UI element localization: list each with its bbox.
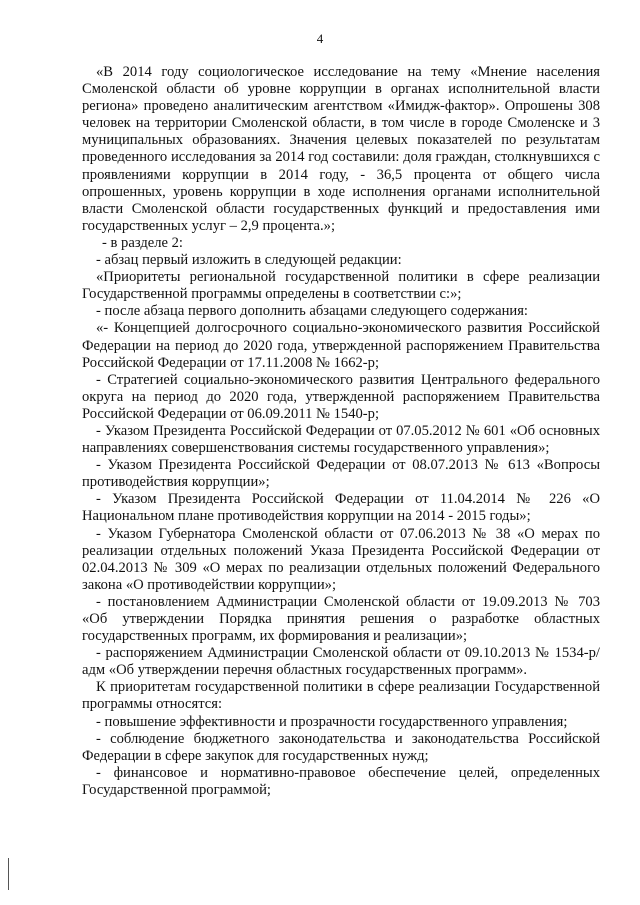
paragraph-priorities-list-intro: К приоритетам государственной политики в сфере реализации Государственной программы относятся: <box>82 679 600 713</box>
list-item-budget-compliance: - соблюдение бюджетного законодательства и законодательства Российской Федерации в сфере закупок для государственных нужд; <box>82 730 600 764</box>
list-item-order-1534: - распоряжением Администрации Смоленской области от 09.10.2013 № 1534-р/адм «Об утверждении перечня областных государственных программ». <box>82 645 600 679</box>
list-item-concept-2020: «- Концепцией долгосрочного социально-экономического развития Российской Федерации на период до 2020 года, утвержденной распоряжением Правительства Российской Федерации от 17.11.2008 № 1662-р; <box>82 320 600 371</box>
scan-margin-mark <box>8 858 11 890</box>
list-item-decree-613: - Указом Президента Российской Федерации от 08.07.2013 № 613 «Вопросы противодействия коррупции»; <box>82 457 600 491</box>
page-number: 4 <box>316 31 324 46</box>
list-item-resolution-703: - постановлением Администрации Смоленской области от 19.09.2013 № 703 «Об утверждении Порядка принятия решения о разработке областных государственных программ, их формирования и реализации»; <box>82 593 600 645</box>
paragraph-first-abzac-edit: - абзац первый изложить в следующей редакции: <box>96 252 402 269</box>
paragraph-priorities-intro: «Приоритеты региональной государственной политики в сфере реализации Государственной программы определены в соответствии с:»; <box>82 269 600 303</box>
list-item-financial-support: - финансовое и нормативно-правовое обеспечение целей, определенных Государственной программой; <box>82 764 600 798</box>
paragraph-add-abzacs: - после абзаца первого дополнить абзацами следующего содержания: <box>96 303 528 320</box>
list-item-efficiency: - повышение эффективности и прозрачности государственного управления; <box>96 713 568 730</box>
document-body <box>82 64 600 799</box>
paragraph-section-2: - в разделе 2: <box>102 234 183 251</box>
list-item-governor-decree-38: - Указом Губернатора Смоленской области от 07.06.2013 № 38 «О мерах по реализации отдельных положений Указа Президента Российской Федерации от 02.04.2013 № 309 «О мерах по реализации отдельных положений Федерального закона «О противодействии коррупции»; <box>82 525 600 593</box>
list-item-decree-226: - Указом Президента Российской Федерации от 11.04.2014 № 226 «О Национальном плане противодействия коррупции на 2014 - 2015 годы»; <box>82 491 600 525</box>
paragraph-survey-results: «В 2014 году социологическое исследование на тему «Мнение населения Смоленской области об уровне коррупции в органах исполнительной власти региона» проведено аналитическим агентством «Имидж-фактор». Опрошены 308 человек на территории Смоленской области, в том числе в городе Смоленске и 3 муниципальных образованиях. Значения целевых показателей по результатам проведенного исследования за 2014 год составили: доля граждан, столкнувшихся с проявлениями коррупции в 2014 году, - 36,5 процента от общего числа опрошенных, уровень коррупции в ходе исполнения органами исполнительной власти Смоленской области государственных функций и предоставления ими государственных услуг – 2,9 процента.»; <box>82 64 600 234</box>
list-item-strategy-cfo: - Стратегией социально-экономического развития Центрального федерального округа на период до 2020 года, утвержденной распоряжением Правительства Российской Федерации от 06.09.2011 № 1540-р; <box>82 371 600 422</box>
list-item-decree-601: - Указом Президента Российской Федерации от 07.05.2012 № 601 «Об основных направлениях совершенствования системы государственного управления»; <box>82 422 600 457</box>
